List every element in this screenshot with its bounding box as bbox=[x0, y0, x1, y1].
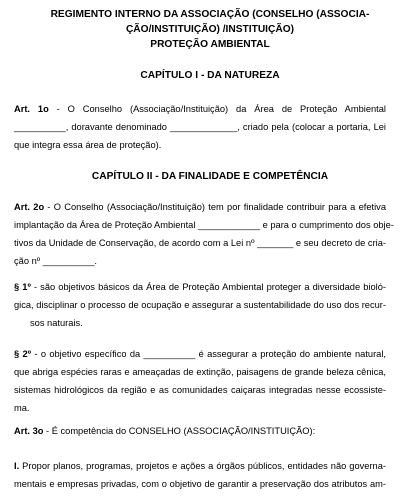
paragraph-1-line-1 bbox=[14, 278, 386, 296]
chapter-1-heading: CAPÍTULO I - DA NATUREZA bbox=[140, 70, 280, 81]
article-2-line-2: implantação da Área de Proteção Ambiental ____________ e para o cumprimento dos obje- bbox=[14, 220, 394, 230]
paragraph-1 bbox=[14, 278, 386, 332]
article-3-lead: Art. 3o bbox=[14, 426, 44, 436]
paragraph-2-line-2: que abriga espécies raras e ameaçadas de extinção, paisagens de grande beleza cênica, bbox=[14, 367, 386, 377]
article-2-lead: Art. 2o bbox=[14, 202, 45, 212]
article-2 bbox=[14, 198, 394, 270]
paragraph-2-line-4: ma. bbox=[14, 403, 30, 413]
paragraph-2-line-3: sistemas hidrológicos da região e as comunidades caiçaras integradas nesse ecossiste- bbox=[14, 385, 386, 395]
paragraph-2 bbox=[14, 345, 386, 417]
article-1 bbox=[14, 100, 386, 154]
article-2-text-1: - O Conselho (Associação/Instituição) tem por finalidade contribuir para a efetiva bbox=[44, 202, 386, 212]
paragraph-1-line-3: sos naturais. bbox=[30, 318, 83, 328]
article-1-line-2: __________, doravante denominado _____________, criado pela (colocar a portaria, Lei bbox=[14, 122, 386, 132]
article-3-text: - É competência do CONSELHO (ASSOCIAÇÃO/INSTITUIÇÃO): bbox=[43, 426, 316, 436]
article-1-line-3: que integra essa área de proteção). bbox=[14, 140, 162, 150]
item-1-line-1 bbox=[14, 457, 386, 475]
paragraph-1-text-1: - são objetivos básicos da Área de Proteção Ambiental proteger a diversidade bioló- bbox=[30, 282, 386, 292]
article-2-line-1 bbox=[14, 198, 386, 216]
title-line-2: ÇÃO/INSTITUIÇÃO) /INSTITUIÇÃO) bbox=[125, 24, 295, 35]
paragraph-1-line-2: gica, disciplinar o processo de ocupação e assegurar a sustentabilidade do uso dos recur- bbox=[14, 300, 386, 310]
article-2-line-3: tivos da Unidade de Conservação, de acordo com a Lei nº _______ e seu decreto de cria- bbox=[14, 238, 386, 248]
article-1-text-1: - O Conselho (Associação/Instituição) da Área de Proteção Ambiental bbox=[48, 104, 386, 114]
document-title bbox=[40, 7, 380, 52]
item-1 bbox=[14, 457, 386, 493]
item-1-line-2: mentais e empresas privadas, com o objetivo de garantir a preservação dos atributos am- bbox=[14, 479, 386, 489]
paragraph-1-lead: § 1º bbox=[14, 282, 31, 292]
chapter-2-heading: CAPÍTULO II - DA FINALIDADE E COMPETÊNCIA bbox=[91, 171, 329, 182]
article-3 bbox=[14, 422, 386, 440]
item-1-text-1: Propor planos, programas, projetos e ações a órgãos públicos, entidades não governa- bbox=[19, 461, 386, 471]
title-line-1: REGIMENTO INTERNO DA ASSOCIAÇÃO (CONSELHO (ASSOCIA- bbox=[50, 9, 370, 20]
article-2-line-4: ção nº __________. bbox=[14, 256, 98, 266]
article-1-lead: Art. 1o bbox=[14, 104, 49, 114]
article-1-line-1 bbox=[14, 100, 386, 118]
item-1-lead: I. bbox=[14, 461, 20, 471]
paragraph-2-line-1 bbox=[14, 345, 386, 363]
paragraph-2-lead: § 2º bbox=[14, 349, 32, 359]
paragraph-2-text-1: - o objetivo específico da __________ é assegurar a proteção do ambiente natural, bbox=[31, 349, 386, 359]
article-3-line-1 bbox=[14, 422, 386, 440]
title-line-3: PROTEÇÃO AMBIENTAL bbox=[150, 39, 270, 50]
